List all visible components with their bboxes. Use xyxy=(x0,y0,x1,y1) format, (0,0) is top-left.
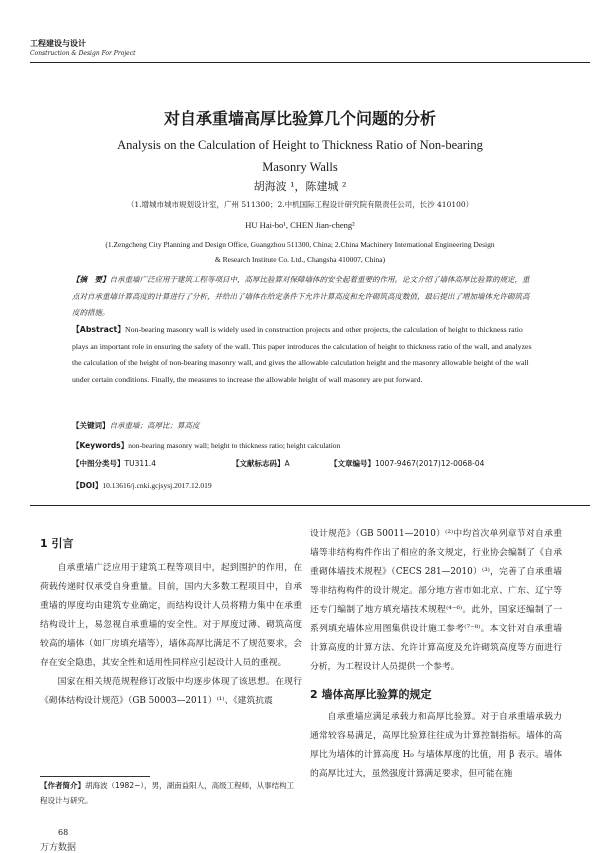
journal-name-cn: 工程建设与设计 xyxy=(30,39,86,48)
page-number: 68 xyxy=(58,828,69,837)
doi-label: 【DOI】 xyxy=(72,481,103,490)
section-2-heading: 2 墙体高厚比验算的规定 xyxy=(310,688,432,701)
abstract-en-text: Non-bearing masonry wall is widely used in construction projects and other projects, the calculation of height to thickness ratio plays an important role in ensuring the safety of the wall. This paper introduces the calculation of height to thickness ratio of the wall, and analyzes the calculation of the height of non-bearing masonry wall, and gives the allowable calculation height and the masonry allowable height of the wall under certain conditions. Finally, the measures to increase the allowable height of wall masonry are put forward. xyxy=(72,325,532,384)
keywords-en xyxy=(72,438,532,455)
section-2-paragraph-1: 自承重墙应满足承载力和高厚比验算。对于自承重墙承载力通常较容易满足，高厚比验算往往成为计算控制指标。墙体的高厚比为墙体的计算高度 H₀ 与墙体厚度的比值，用 β 表示。墙体的高厚比过大，虽然强度计算满足要求，但可能在施 xyxy=(310,712,562,779)
journal-header xyxy=(30,38,590,57)
keywords-cn-text: 自承重墙；高厚比；算高度 xyxy=(109,421,200,430)
authors-en: HU Hai-bo¹, CHEN Jian-cheng² xyxy=(245,220,355,230)
abstract-cn-text: 自承重墙广泛应用于建筑工程等项目中，高厚比验算对保障墙体的安全起着重要的作用。论文介绍了墙体高厚比验算的规定，重点对自承重墙计算高度的计算进行了分析，并给出了墙体在给定条件下允许计算高度和允许砌筑高度数值，最后提出了增加墙体允许砌筑高度的措施。 xyxy=(72,275,530,317)
watermark: 万方数据 xyxy=(40,843,77,853)
article-number: 【文章编号】1007-9467(2017)12-0068-04 xyxy=(330,459,485,468)
right-column xyxy=(310,525,562,784)
abstract-en-label: 【Abstract】 xyxy=(72,325,126,334)
title-en-line2: Masonry Walls xyxy=(262,160,338,174)
abstract-bottom-rule xyxy=(30,505,590,506)
title-cn: 对自承重墙高厚比验算几个问题的分析 xyxy=(163,109,436,128)
keywords-en-label: 【Keywords】 xyxy=(72,441,129,450)
affiliation-en-line1: (1.Zengcheng City Planning and Design Office, Guangzhou 511300, China; 2.China Machinery International Engineering Design xyxy=(105,240,495,249)
header-rule xyxy=(30,62,590,63)
affiliation-en-line2: & Research Institute Co. Ltd., Changsha 410007, China) xyxy=(214,255,386,264)
doi-value: 10.13616/j.cnki.gcjsysj.2017.12.019 xyxy=(102,481,212,490)
clc-number: 【中图分类号】TU311.4 xyxy=(72,459,157,468)
journal-name-en: Construction & Design For Project xyxy=(30,50,136,57)
affiliation-en xyxy=(60,237,540,267)
left-column xyxy=(40,534,302,711)
doi xyxy=(72,478,532,495)
abstract-cn xyxy=(72,272,532,322)
title-en-line1: Analysis on the Calculation of Height to Thickness Ratio of Non-bearing xyxy=(117,138,483,152)
affiliation-cn: （1.增城市城市规划设计室，广州 511300；2.中机国际工程设计研究院有限责任公司，长沙 410100） xyxy=(126,200,474,209)
section-1-heading: 1 引言 xyxy=(40,537,74,550)
section-1-paragraph-2: 国家在相关规范规程修订改版中均逐步体现了该思想。在现行《砌体结构设计规范》（GB 50003—2011）⁽¹⁾、《建筑抗震 xyxy=(40,677,302,706)
author-footnote xyxy=(40,778,300,808)
abstract-cn-label: 【摘 要】 xyxy=(72,275,110,284)
section-1-paragraph-1: 自承重墙广泛应用于建筑工程等项目中，起到围护的作用，在荷载传递时仅承受自身重量。目前，国内大多数工程项目中，自承重墙的厚度均由建筑专业确定，而结构设计人员将精力集中在承重结构设计上，易忽视自承重墙的安全性。对于厚度过薄、砌筑高度较高的墙体（如厂房填充墙等），墙体高厚比满足不了规范要求，会存在安全隐患，其安全性和适用性同样应引起设计人员的重视。 xyxy=(40,563,302,668)
authors-cn: 胡海波 ¹，陈建城 ² xyxy=(253,180,347,193)
footnote-rule xyxy=(40,776,150,777)
keywords-en-text: non-bearing masonry wall; height to thickness ratio; height calculation xyxy=(128,441,341,450)
keywords-cn-label: 【关键词】 xyxy=(72,421,110,430)
footnote-label: 【作者简介】 xyxy=(40,781,85,790)
right-column-paragraph-1: 设计规范》（GB 50011—2010）⁽²⁾中均首次单列章节对自承重墙等非结构构件作出了相应的条文规定，行业协会编制了《自承重砌体墙技术规程》（CECS 281—2010）⁽³⁾，完善了自承重墙等非结构构件的设计规定。部分地方省市如北京、广东、辽宁等还专门编制了地方填充墙技术规程⁽⁴⁻⁶⁾。此外，国家还编制了一系列填充墙体应用图集供设计施工参考⁽⁷⁻⁸⁾。本文针对自承重墙计算高度的计算方法、允许计算高度及允许砌筑高度等方面进行分析，为工程设计人员提供一个参考。 xyxy=(310,529,562,672)
abstract-en xyxy=(72,322,532,388)
footnote-text: 胡海波（1982~），男，湖南益阳人，高级工程师，从事结构工程设计与研究。 xyxy=(40,781,295,805)
keywords-cn xyxy=(72,418,532,435)
doc-code: 【文献标志码】A xyxy=(232,459,290,468)
title-en xyxy=(40,134,560,178)
